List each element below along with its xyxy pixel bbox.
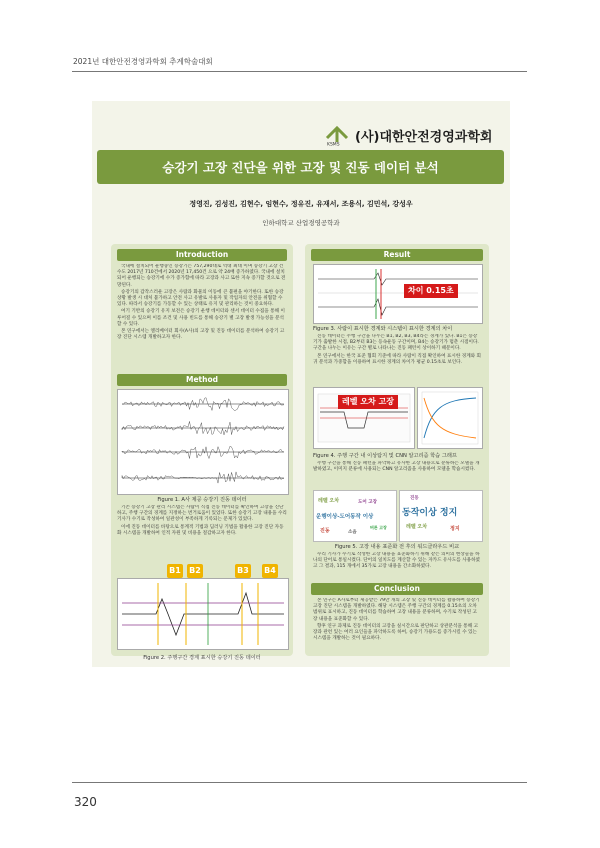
footer-rule [72,782,527,783]
wordcloud-word: 동작이상 정지 [402,508,458,518]
paragraph: 향후 연구 과제로 진동 데이터의 고장을 실시간으로 판단하고 상관분석을 통해 고장과 관련 있는 여러 요인들을 파악하도록 하여, 승강기 가용도를 증가시킬 수 있는 시스템을 개발하는 것이 필요하다. [313,623,479,642]
paragraph: 이에 진동 데이터를 바탕으로 통계적 기법과 딥러닝 기법을 활용한 고장 진단 자동화 시스템을 개발하여 인적 자원 및 비용을 절감하고자 한다. [117,524,284,536]
wordcloud-word: 소음 [348,530,357,535]
wordcloud-word: 진동 [320,528,330,534]
training-curve-graphic [418,388,482,448]
marker-b3: B3 [235,564,251,578]
figure-1-vibration-plot [117,389,289,495]
title-bar [97,150,504,184]
section-introduction [117,249,287,261]
page-header: 2021년 대한안전경영과학회 추계학술대회 [73,57,213,66]
marker-b1: B1 [167,564,183,578]
figure-1-caption: Figure 1. A사 제공 승강기 진동 데이터 [157,497,247,503]
result-text-1 [313,334,481,386]
section-conclusion [311,583,483,595]
page-number: 320 [74,795,97,809]
org-name: (사)대한안전경영과학회 [355,130,493,145]
figure-4-caption: Figure 4. 주행 구간 내 이상탐지 및 CNN 알고리즘 학습 그래프 [313,453,457,459]
boundary-signal-graphic [118,579,288,649]
figure-5-wordcloud-after [399,490,483,542]
poster-title: 승강기 고장 진단을 위한 고장 및 진동 데이터 분석 [162,160,439,175]
figure-5-wordcloud-before [313,490,397,542]
vibration-trace [122,446,284,458]
conclusion-text [313,598,481,654]
introduction-text [117,264,287,370]
paragraph: 기존 승강기 고장 관리 시스템은 사람이 직접 진동 데이터를 확인하여 고장을 진단하고, 주행 구간의 경계를 지정하는 번거로움이 있었다. 또한 승강기 고장 내용을 수리 기사가 수기로 작성하여 일관성이 부족하게 기록되는 문제가 있었다. [117,505,287,523]
wordcloud-word: 버튼 고장 [370,525,387,530]
section-result [311,249,483,261]
vibration-signal-graphic [118,390,288,494]
poster-affiliation: 인하대학교 산업경영공학과 [262,219,340,227]
figure-3-caption: Figure 3. 사람이 표시한 경계와 시스템이 표시한 경계의 차이 [313,326,453,332]
wordcloud-word: 레벨 오차 [318,498,340,504]
paragraph: 본 연구에서는 한국 표준 협회 기준에 따라 사람이 직접 확인하여 표시한 경계와 회귀 분석과 가중합을 이용하여 표시한 경계의 차이가 평균 0.15초로 보인다. [313,353,481,365]
section-heading: Introduction [175,250,229,259]
logo [325,124,505,146]
result-text-2 [313,461,481,487]
paragraph: 본 연구에서는 엘리베이터 회사(A사)의 고장 및 진동 데이터를 분석하여 승강기 고장 진단 시스템 개발하고자 한다. [117,329,285,341]
section-method [117,374,287,386]
method-text [117,505,287,563]
header-rule [72,71,527,72]
figure-2-boundary-plot [117,578,289,650]
figure-4-training-plot [417,387,483,449]
wordcloud-word: 정지 [450,526,460,532]
section-heading: Result [383,250,411,259]
paragraph: 국내에 설치되어 운행중인 승강기는 757,290대로 역대 최대 이며 승강기 고장 건수도 2017년 710건에서 2020년 17,450건 으로 약 24배 증가하였다. 국내에 설치되어 운행되는 승강기에 수가 증가함에 따라 고장과 사고 또한 지속 증가할 것으로 전망된다. [117,264,286,288]
result-text-3 [313,552,481,580]
paragraph: 진동 데이터는 주행 구간을 나누는 B1, B2, B3, B4라는 경계가 있다. B1은 승강기가 출발한 시점, B2부터 B3는 등속운동 구간이며, B4는 승강기가 멈춘 시점이다. 구간을 나누는 이유는 구간 별로 나타나는 진동 패턴이 상이하기 때문이다. [313,334,479,352]
marker-b4: B4 [262,564,278,578]
figure-3-difference-label: 차이 0.15초 [404,284,458,298]
figure-2-caption: Figure 2. 주행구간 경계 표시한 승강기 진동 데이터 [143,655,261,661]
paragraph: 승강기의 갑작스러운 고장은 사람과 화물의 이동에 큰 불편을 야기한다. 또한 승강 상황 발생 시 대처 불가하고 안전 사고 유발로 사용자 및 작업자의 안전을 위협할 수 있다. 따라서 승강기를 가동할 수 있는 상태로 유지 및 관리하는 것이 중요하다. [117,289,284,308]
section-heading: Method [186,375,218,384]
wordcloud-word: 도어 고장 [358,500,377,505]
wordcloud-word: 레벨 오차 [406,524,428,530]
logo-symbol-text: KSMS [327,142,340,146]
figure-4-fault-label: 레벨 오차 고장 [338,395,398,409]
wordcloud-word: 진동 [410,496,419,501]
marker-b2: B2 [187,564,203,578]
figure-5-caption: Figure 5. 고장 내용 표준화 전 후의 워드클라우드 비교 [334,544,460,550]
ksms-logo-icon [325,124,349,146]
poster-authors: 정영진, 김성진, 김현수, 임현수, 정유진, 유재서, 조용식, 김민석, 강성우 [189,200,413,208]
paragraph: 주행 구간을 통해 진동 패턴을 파악하고 유사한 고장 내용으로 분류하는 모델을 개발하였고, 이미지 분류에 사용되는 CNN 알고리즘을 사용하여 모델을 학습시켰다. [313,461,480,473]
paragraph: 여기 기반의 승강기 유지 보전은 승강기 운행 데이터와 센서 데이터 수집을 통해 이루어질 수 있으며 이를 조건 및 사용 빈도를 통해 승강기 별 고장 발생 가능성을 분석할 수 있다. [117,309,285,327]
paragraph: 수리 기사가 수기로 작성한 고장 내용을 표준화하기 위해 같은 의미의 현상들을 하나의 단어로 통일시켰다. 단어의 일치도를 계산할 수 있는 자카드 유사도를 사용하였고 그 결과, 115 개에서 35가로 고장 내용을 간소화하였다. [313,552,480,570]
wordcloud-word: 운행이상-도어동작 이상 [316,514,374,520]
paragraph: 본 연구는 A사로부터 제공받은 79만 개의 고장 및 진동 데이터를 활용하여 승강기 고장 진단 시스템을 개발하였다. 해당 시스템은 주행 구간의 경계를 0.15초의 오차 범위로 표시하고, 진동 데이터를 학습하여 고장 내용을 분류하며, 수기로 작성된 고장 내용을 표준화할 수 있다. [313,598,480,622]
section-heading: Conclusion [374,584,420,593]
vibration-trace [122,472,284,483]
